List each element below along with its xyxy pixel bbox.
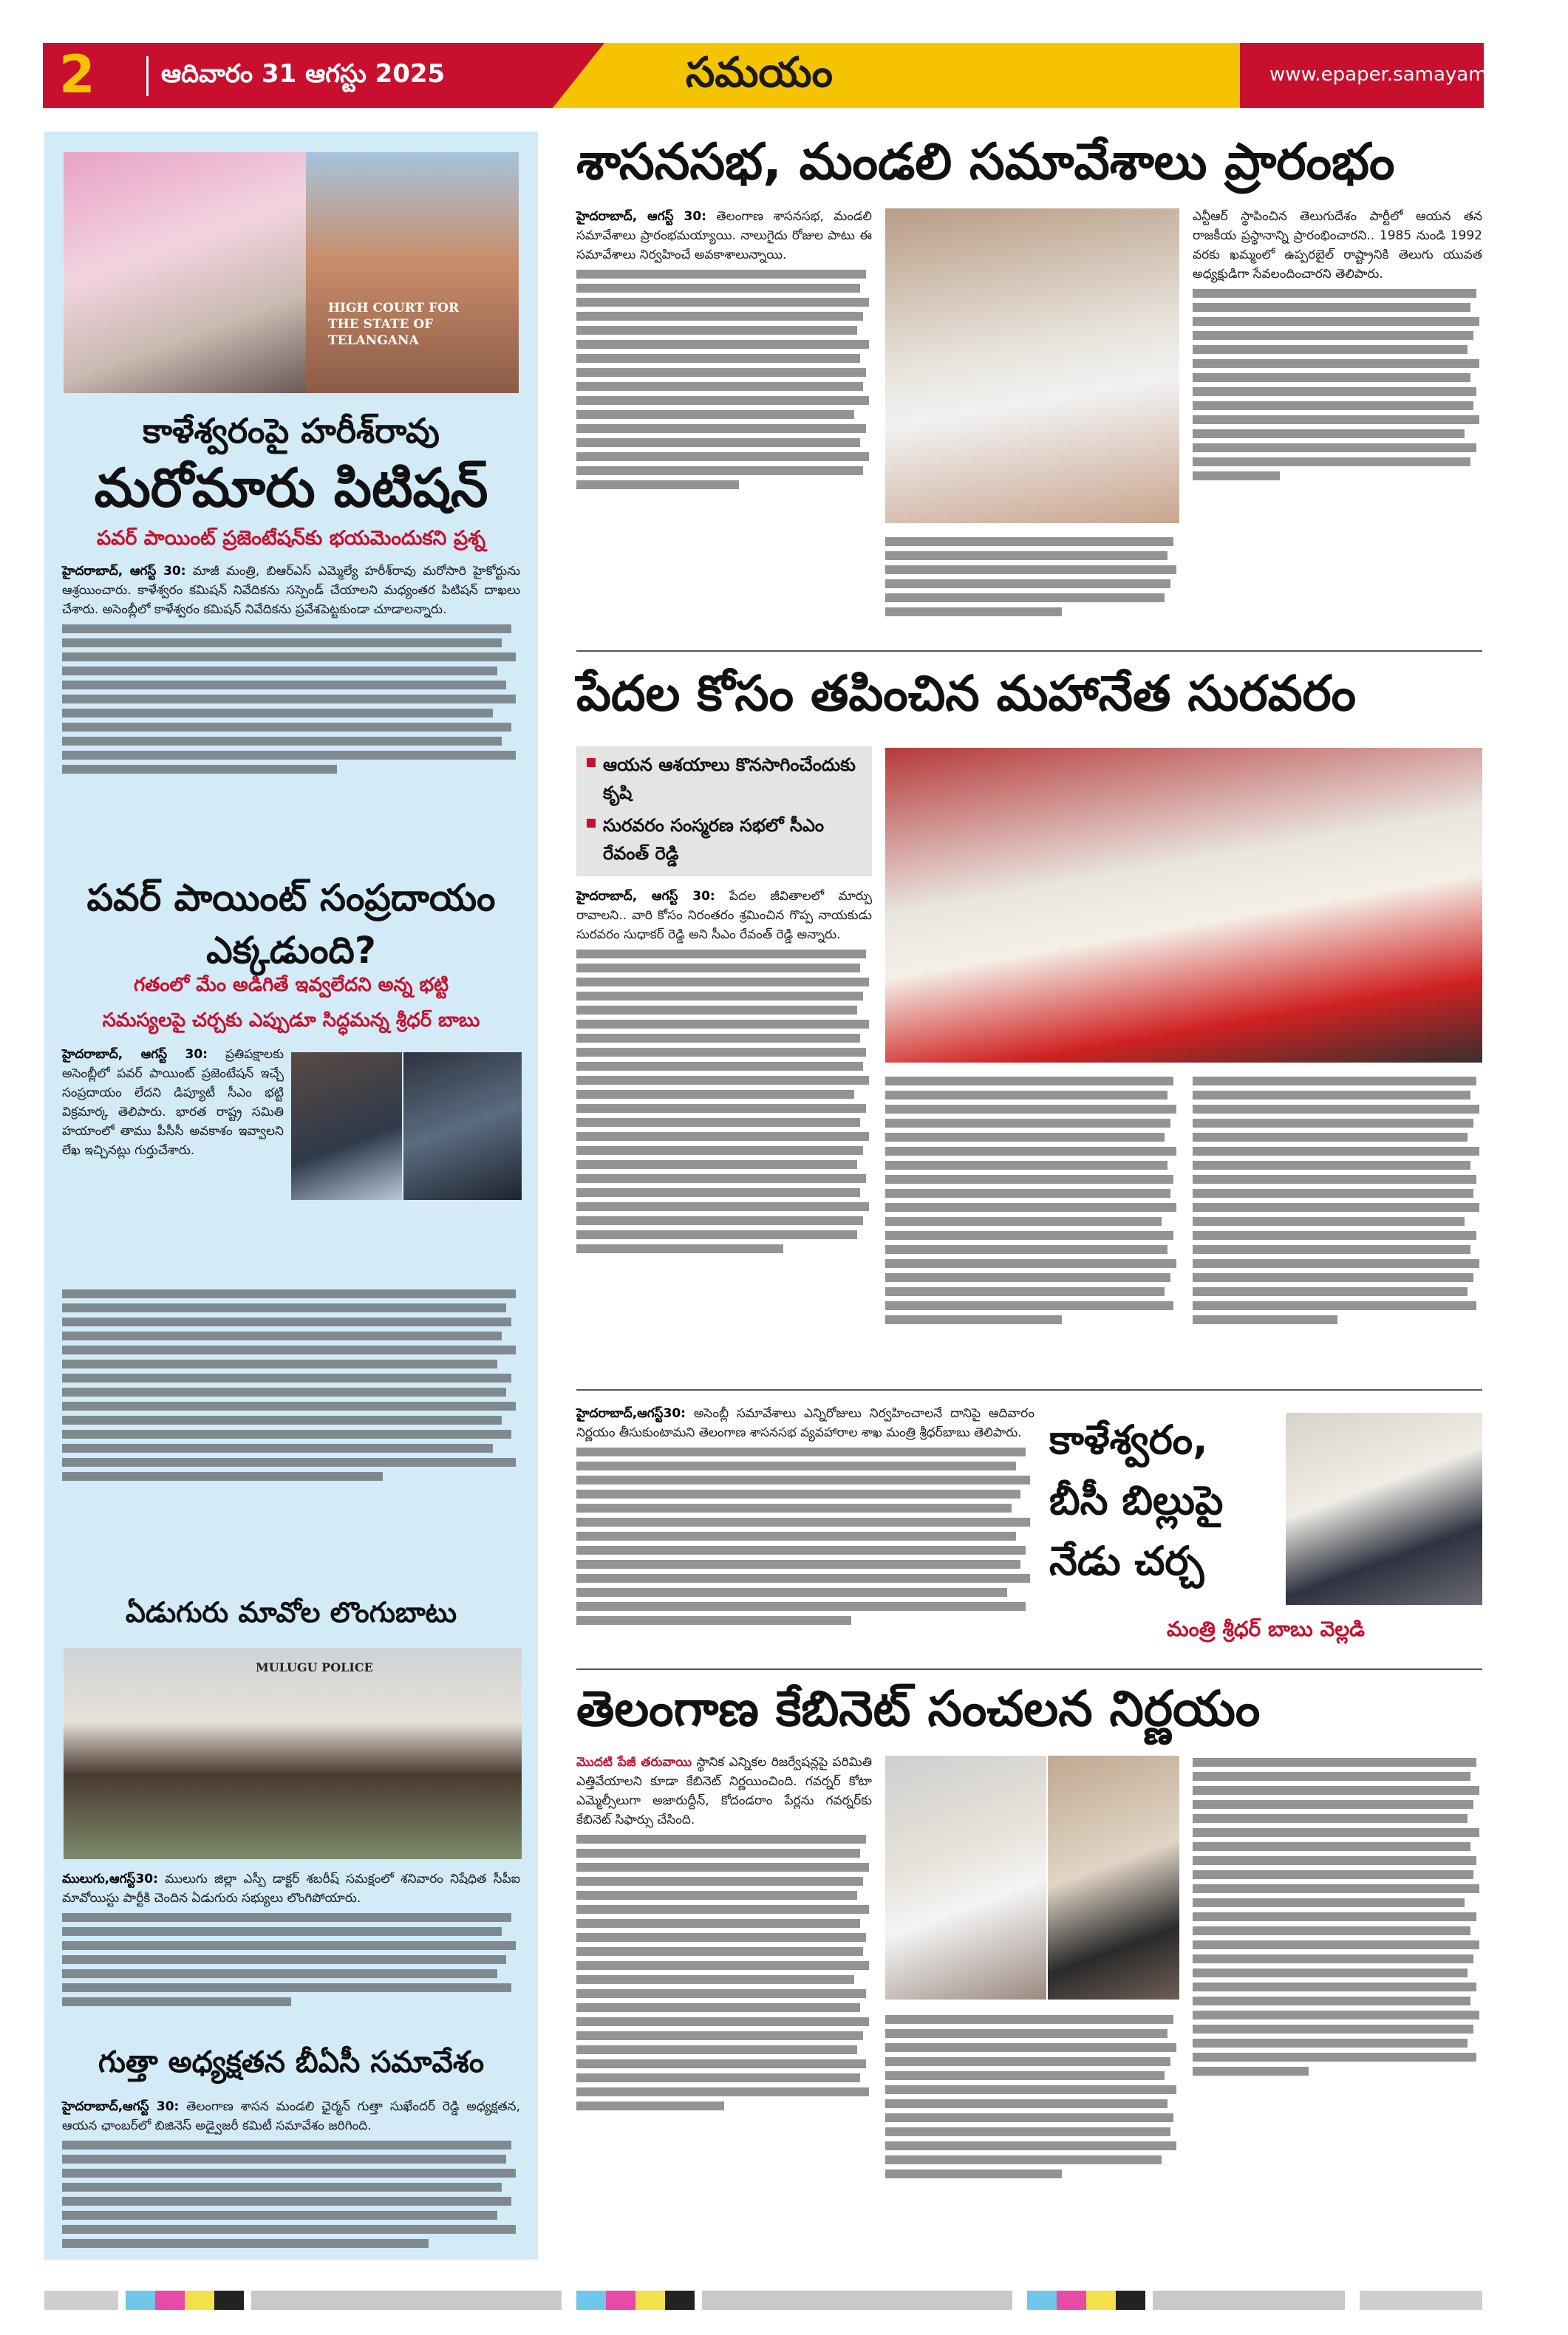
main-story2-lines (576, 950, 872, 1253)
story4-text-lines (62, 2141, 520, 2248)
story1-dateline: హైదరాబాద్, ఆగస్ట్ 30: (62, 564, 186, 579)
story1-body (62, 562, 520, 774)
kaleshwaram-box (1049, 1405, 1482, 1657)
story3-text-lines (62, 1913, 520, 2006)
main-story1-headline: శాసనసభ, మండలి సమావేశాలు ప్రారంభం (576, 133, 1395, 191)
story2-text-lines (62, 1289, 520, 1481)
box-headline: కాళేశ్వరం, బీసీ బిల్లుపై నేడు చర్చ (1049, 1417, 1224, 1584)
story2-body (62, 1045, 284, 1160)
main-story2-col2-lines (885, 1077, 1179, 1324)
story1-text-lines (62, 624, 520, 774)
masthead-divider (146, 56, 149, 96)
main-story1-col3-text: ఎన్టీఆర్ స్థాపించిన తెలుగుదేశం పార్టీలో ఆయన తన రాజకీయ ప్రస్థానాన్ని ప్రారంభించారని.. 1985 నుండి 1992 వరకు ఖమ్మంలో ఉప్పరబైల్ రాష్ట్రానికి తెలుగు యువత అధ్యక్షుడిగా సేవలందించారని తెలిపారు. (1193, 209, 1482, 282)
main-story4-headline: తెలంగాణ కేబినెట్ సంచలన నిర్ణయం (576, 1680, 1261, 1737)
main-story1-col2-lines (885, 537, 1179, 616)
epaper-url[interactable]: www.epaper.samayamdaily.net (1269, 64, 1568, 86)
box-subhead: మంత్రి శ్రీధర్ బాబు వెల్లడి (1167, 1617, 1365, 1641)
story2-headline: పవర్ పాయింట్ సంప్రదాయం ఎక్కడుంది? (86, 876, 496, 972)
masthead (43, 43, 1568, 108)
rule-2 (576, 1389, 1482, 1391)
high-court-photo (306, 152, 519, 393)
main-story2-col3-lines (1193, 1077, 1482, 1324)
main-story1-col3-lines (1193, 289, 1482, 480)
story1-subhead: పవర్ పాయింట్ ప్రజెంటేషన్‌కు భయమెందుకని ప్రశ్న (96, 527, 485, 550)
bullet-box (576, 746, 872, 876)
story1-kicker: కాళేశ్వరంపై హరీశ్‌రావు (143, 411, 440, 451)
story2-dateline: హైదరాబాద్, ఆగస్ట్ 30: (62, 1047, 208, 1062)
main-story4-lines (576, 1835, 872, 2110)
main-story2-headline: పేదల కోసం తపించిన మహానేత సురవరం (576, 665, 1357, 722)
main-story2-dateline: హైదరాబాద్, ఆగస్ట్ 30: (576, 889, 715, 904)
story3-text: ములుగు జిల్లా ఎస్పీ డాక్టర్ శబరీష్ సమక్షంలో శనివారం నిషేధిత సీపీఐ మావోయిస్టు పార్టీకి చెందిన ఏడుగురు సభ్యులు లొంగిపోయారు. (62, 1872, 521, 1906)
maoists-surrender-photo (64, 1648, 522, 1859)
story3-body (62, 1869, 520, 2006)
story3-headline: ఏడుగురు మావోల లొంగుబాటు (125, 1596, 457, 1629)
main-story3-body (576, 1404, 1034, 1625)
story2-sub1: గతంలో మేం అడిగితే ఇవ్వలేదని అన్న భట్టి (133, 974, 449, 996)
main-story3-lines (576, 1448, 1034, 1625)
page-number: 2 (59, 44, 95, 105)
newspaper-title: సమయం (686, 49, 833, 97)
main-story4-col3-lines (1193, 1758, 1482, 2076)
rule-3 (576, 1668, 1482, 1670)
main-story4-col2 (885, 2010, 1179, 2178)
story4-dateline: హైదరాబాద్,ఆగస్ట్ 30: (62, 2099, 180, 2114)
main-story4-body (576, 1753, 872, 2110)
main-story4-col3 (1193, 1753, 1482, 2076)
story4-headline: గుత్తా అధ్యక్షతన బీఏసీ సమావేశం (98, 2045, 485, 2079)
kodandaram-photo (885, 1756, 1046, 2000)
main-story4-col2-lines (885, 2015, 1179, 2178)
masthead-yellow-band (553, 43, 1247, 108)
bhatti-photo (291, 1052, 402, 1200)
main-story4-text: స్థానిక ఎన్నికల రిజర్వేషన్లపై పరిమితి ఎత్తివేయాలని కూడా కేబినెట్ నిర్ణయించింది. గవర్నర్ కోటా ఎమ్మెల్సీలుగా అజారుద్దీన్, కోదండరాం పేర్లను గవర్నర్‌కు కేబినెట్ సిఫార్సు చేసింది. (576, 1755, 873, 1827)
main-story1-col2-bottom (885, 532, 1179, 616)
main-story1-col3 (1193, 207, 1482, 480)
bullet-marker (587, 819, 596, 828)
story4-body (62, 2097, 520, 2248)
edition-date: ఆదివారం 31 ఆగస్టు 2025 (161, 59, 446, 89)
story3-dateline: ములుగు,ఆగస్ట్30: (62, 1872, 158, 1886)
revanth-reddy-assembly-photo (885, 208, 1179, 523)
story2-continued (62, 1284, 520, 1481)
bullet-1: ఆయన ఆశయాలు కొనసాగించేందుకు కృషి (603, 754, 856, 803)
main-story2-col3 (1193, 1071, 1482, 1324)
azharuddin-photo (1048, 1756, 1179, 2000)
main-story1-body (576, 207, 872, 489)
police-sign-text: MULUGU POLICE (256, 1660, 373, 1674)
main-story2-col2 (885, 1071, 1179, 1324)
main-story2-text: పేదల జీవితాలలో మార్పు రావాలని.. వారి కోసం నిరంతరం శ్రమించిన గొప్ప నాయకుడు సురవరం సుధాకర్ రెడ్డి అని సీఎం రేవంత్ రెడ్డి అన్నారు. (576, 889, 873, 942)
main-story3-text: అసెంబ్లీ సమావేశాలు ఎన్నిరోజులు నిర్వహించాలనే దానిపై ఆదివారం నిర్ణయం తీసుకుంటామని తెలంగాణ శాసనసభ వ్యవహారాల శాఖ మంత్రి శ్రీధర్‌బాబు తెలిపారు. (576, 1406, 1034, 1440)
main-story1-dateline: హైదరాబాద్, ఆగస్ట్ 30: (576, 209, 706, 224)
bullet-2: సురవరం సంస్మరణ సభలో సీఎం రేవంత్ రెడ్డి (603, 815, 825, 864)
story1-headline: మరోమారు పిటిషన్ (94, 457, 488, 519)
story2-sub2: సమస్యలపై చర్చకు ఎప్పుడూ సిద్ధమన్న శ్రీధర్ బాబు (102, 1009, 480, 1032)
suravaram-memorial-photo (885, 748, 1482, 1063)
story1-text: మాజీ మంత్రి, బిఆర్ఎస్ ఎమ్మెల్యే హరీశ్‌రావు మరోసారి హైకోర్టును ఆశ్రయించారు. కాళేశ్వరం కమిషన్ నివేదికను సస్పెండ్ చేయాలని మధ్యంతర పిటిషన్ దాఖలు చేశారు. అసెంబ్లీలో కాళేశ్వరం కమిషన్ నివేదికను ప్రవేశపెట్టకుండా చూడాలన్నారు. (62, 564, 520, 617)
left-column (44, 132, 538, 2260)
court-sign-text: HIGH COURT FOR THE STATE OF TELANGANA (328, 301, 460, 348)
main-story2-body (576, 887, 872, 1253)
sridhar-babu-photo (403, 1052, 522, 1200)
color-registration-bar (44, 2291, 1482, 2310)
sridhar-babu-box-photo (1286, 1413, 1482, 1605)
main-story1-text: తెలంగాణ శాసనసభ, మండలి సమావేశాలు ప్రారంభమయ్యాయి. నాలుగైదు రోజుల పాటు ఈ సమావేశాలు నిర్వహించే అవకాశాలున్నాయి. (576, 209, 872, 262)
main-story1-text-lines (576, 270, 872, 489)
story4-text: తెలంగాణ శాసన మండలి ఛైర్మన్ గుత్తా సుఖేందర్ రెడ్డి అధ్యక్షతన, ఆయన ఛాంబర్‌లో బిజినెస్ అడ్వైజరీ కమిటీ సమావేశం జరిగింది. (62, 2099, 520, 2133)
harish-rao-photo (64, 152, 306, 393)
story2-text: ప్రతిపక్షాలకు అసెంబ్లీలో పవర్ పాయింట్ ప్రజెంటేషన్ ఇచ్చే సంప్రదాయం లేదని డిప్యూటీ సీఎం భట్టి విక్రమార్క తెలిపారు. భారత రాష్ట్ర సమితి హయాంలో తాము పీసీసీ అవకాశం ఇవ్వాలని లేఖ ఇచ్చినట్లు గుర్తుచేశారు. (62, 1047, 284, 1158)
rule-1 (576, 650, 1482, 652)
bullet-marker (587, 758, 596, 767)
main-story4-dateline: మొదటి పేజీ తరువాయి (576, 1755, 692, 1770)
main-story3-dateline: హైదరాబాద్,ఆగస్ట్30: (576, 1406, 686, 1421)
